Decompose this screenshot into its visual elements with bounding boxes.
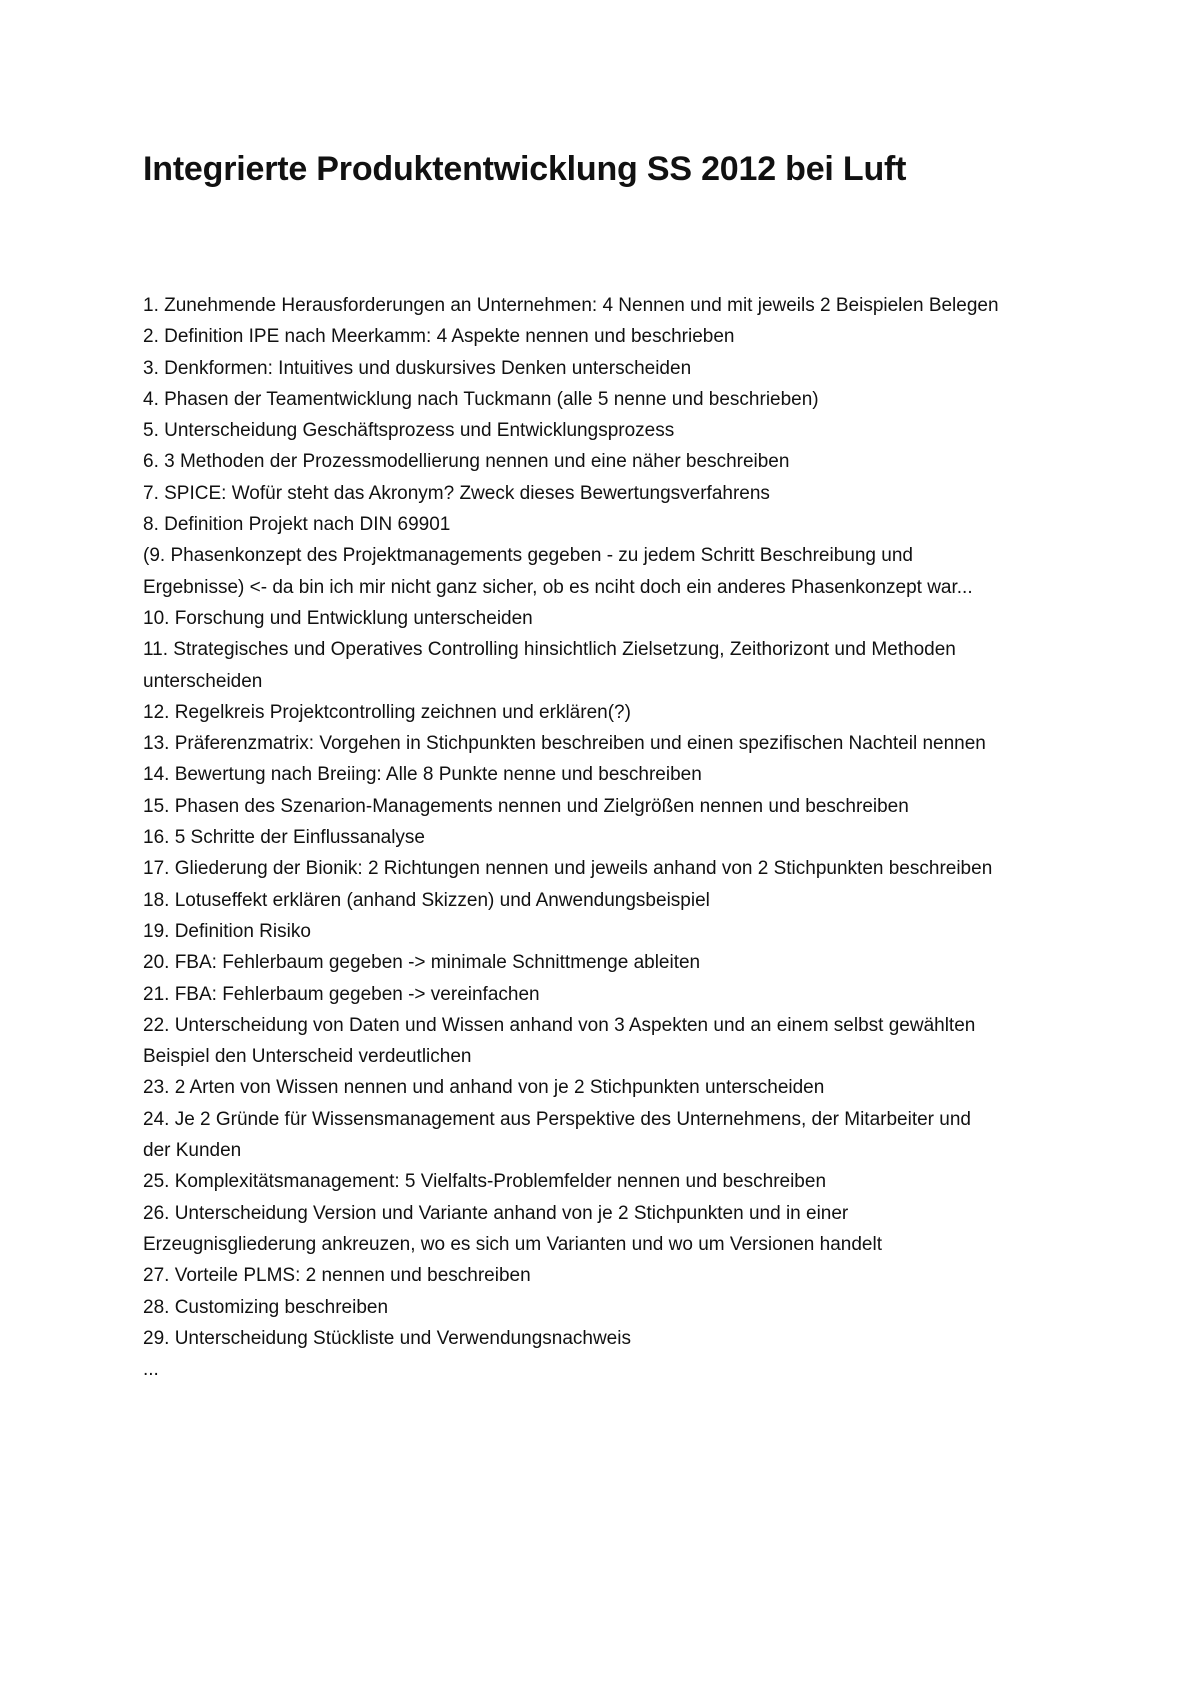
- question-line: 4. Phasen der Teamentwicklung nach Tuckmann (alle 5 nenne und beschrieben): [143, 388, 819, 410]
- question-line: ...: [143, 1359, 159, 1381]
- question-line: Erzeugnisgliederung ankreuzen, wo es sich um Varianten und wo um Versionen handelt: [143, 1233, 882, 1255]
- question-line: 10. Forschung und Entwicklung unterscheiden: [143, 607, 533, 629]
- question-line: der Kunden: [143, 1140, 242, 1162]
- question-line: 26. Unterscheidung Version und Variante anhand von je 2 Stichpunkten und in einer: [143, 1202, 849, 1224]
- question-line: 13. Präferenzmatrix: Vorgehen in Stichpunkten beschreiben und einen spezifischen Nachteil nennen: [143, 733, 986, 755]
- question-list: [143, 290, 1100, 1385]
- question-line: 17. Gliederung der Bionik: 2 Richtungen nennen und jeweils anhand von 2 Stichpunkten beschreiben: [143, 858, 993, 880]
- question-line: 1. Zunehmende Herausforderungen an Unternehmen: 4 Nennen und mit jeweils 2 Beispielen Belegen: [143, 295, 999, 316]
- question-line: 5. Unterscheidung Geschäftsprozess und Entwicklungsprozess: [143, 420, 675, 442]
- question-line: 12. Regelkreis Projektcontrolling zeichnen und erklären(?): [143, 701, 631, 723]
- question-line: Beispiel den Unterscheid verdeutlichen: [143, 1046, 472, 1068]
- question-line: Ergebnisse) <- da bin ich mir nicht ganz sicher, ob es nciht doch ein anderes Phasenkonzept war...: [143, 576, 973, 598]
- question-line: 18. Lotuseffekt erklären (anhand Skizzen) und Anwendungsbeispiel: [143, 889, 710, 911]
- question-line: 14. Bewertung nach Breiing: Alle 8 Punkte nenne und beschreiben: [143, 764, 702, 786]
- question-line: 24. Je 2 Gründe für Wissensmanagement aus Perspektive des Unternehmens, der Mitarbeiter und: [143, 1108, 971, 1130]
- question-line: 28. Customizing beschreiben: [143, 1296, 389, 1318]
- question-line: 11. Strategisches und Operatives Controlling hinsichtlich Zielsetzung, Zeithorizont und Methoden: [143, 639, 956, 661]
- question-line: 19. Definition Risiko: [143, 920, 311, 942]
- question-line: 21. FBA: Fehlerbaum gegeben -> vereinfachen: [143, 983, 540, 1005]
- document-title: Integrierte Produktentwicklung SS 2012 bei Luft: [143, 150, 907, 188]
- question-line: 16. 5 Schritte der Einflussanalyse: [143, 827, 425, 849]
- question-line: 25. Komplexitätsmanagement: 5 Vielfalts-Problemfelder nennen und beschreiben: [143, 1171, 827, 1193]
- question-line: 29. Unterscheidung Stückliste und Verwendungsnachweis: [143, 1327, 631, 1349]
- question-line: unterscheiden: [143, 670, 263, 692]
- question-line: 15. Phasen des Szenarion-Managements nennen und Zielgrößen nennen und beschreiben: [143, 795, 909, 817]
- question-line: (9. Phasenkonzept des Projektmanagements gegeben - zu jedem Schritt Beschreibung und: [143, 545, 913, 567]
- question-line: 23. 2 Arten von Wissen nennen und anhand von je 2 Stichpunkten unterscheiden: [143, 1077, 825, 1099]
- question-line: 8. Definition Projekt nach DIN 69901: [143, 514, 451, 536]
- question-line: 27. Vorteile PLMS: 2 nennen und beschreiben: [143, 1265, 531, 1287]
- question-line: 20. FBA: Fehlerbaum gegeben -> minimale Schnittmenge ableiten: [143, 952, 701, 974]
- question-line: 6. 3 Methoden der Prozessmodellierung nennen und eine näher beschreiben: [143, 451, 790, 473]
- question-line: 22. Unterscheidung von Daten und Wissen anhand von 3 Aspekten und an einem selbst gewählten: [143, 1014, 976, 1036]
- question-line: 7. SPICE: Wofür steht das Akronym? Zweck dieses Bewertungsverfahrens: [143, 482, 770, 504]
- question-line: 2. Definition IPE nach Meerkamm: 4 Aspekte nennen und beschrieben: [143, 326, 735, 348]
- question-line: 3. Denkformen: Intuitives und duskursives Denken unterscheiden: [143, 357, 692, 379]
